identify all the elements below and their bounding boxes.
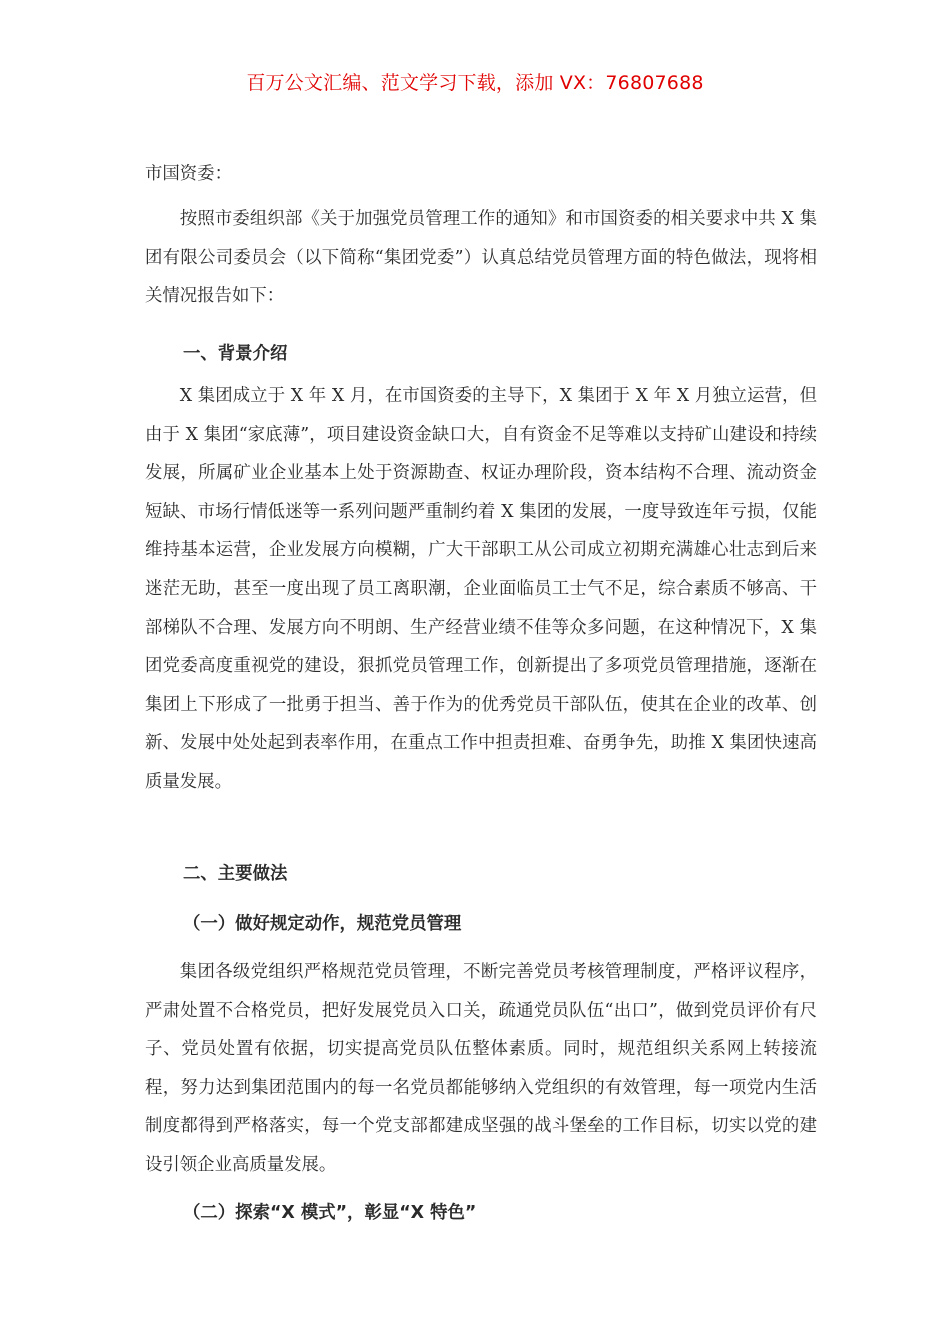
- intro-paragraph: 按照市委组织部《关于加强党员管理工作的通知》和市国资委的相关要求中共 X 集团有限公司委员会（以下简称“集团党委”）认真总结党员管理方面的特色做法，现将相关情况报告如下：: [145, 209, 817, 307]
- subsection-1-paragraph: 集团各级党组织严格规范党员管理，不断完善党员考核管理制度，严格评议程序，严肃处置不合格党员，把好发展党员入口关，疏通党员队伍“出口”，做到党员评价有尺子、党员处置有依据，切实提高党员队伍整体素质。同时，规范组织关系网上转接流程，努力达到集团范围内的每一名党员都能够纳入党组织的有效管理，每一项党内生活制度都得到严格落实，每一个党支部都建成坚强的战斗堡垒的工作目标，切实以党的建设引领企业高质量发展。: [145, 962, 817, 1175]
- section-heading-background: 一、背景介绍: [183, 344, 288, 364]
- salutation: 市国资委：: [145, 164, 232, 184]
- background-paragraph: X 集团成立于 X 年 X 月，在市国资委的主导下，X 集团于 X 年 X 月独立运营，但由于 X 集团“家底薄”，项目建设资金缺口大，自有资金不足等难以支持矿山建设和持续发展，所属矿业企业基本上处于资源勘查、权证办理阶段，资本结构不合理、流动资金短缺、市场行情低迷等一系列问题严重制约着 X 集团的发展，一度导致连年亏损，仅能维持基本运营，企业发展方向模糊，广大干部职工从公司成立初期充满雄心壮志到后来迷茫无助，甚至一度出现了员工离职潮，企业面临员工士气不足，综合素质不够高、干部梯队不合理、发展方向不明朗、生产经营业绩不佳等众多问题，在这种情况下，X 集团党委高度重视党的建设，狠抓党员管理工作，创新提出了多项党员管理措施，逐渐在集团上下形成了一批勇于担当、善于作为的优秀党员干部队伍，使其在企业的改革、创新、发展中处处起到表率作用，在重点工作中担责担难、奋勇争先，助推 X 集团快速高质量发展。: [145, 386, 817, 792]
- subsection-heading-1: （一）做好规定动作，规范党员管理: [183, 914, 462, 934]
- subsection-heading-2: （二）探索“X 模式”，彰显“X 特色”: [183, 1203, 477, 1223]
- download-banner: 百万公文汇编、范文学习下载，添加 VX：76807688: [246, 72, 704, 94]
- section-heading-main-practices: 二、主要做法: [183, 864, 288, 884]
